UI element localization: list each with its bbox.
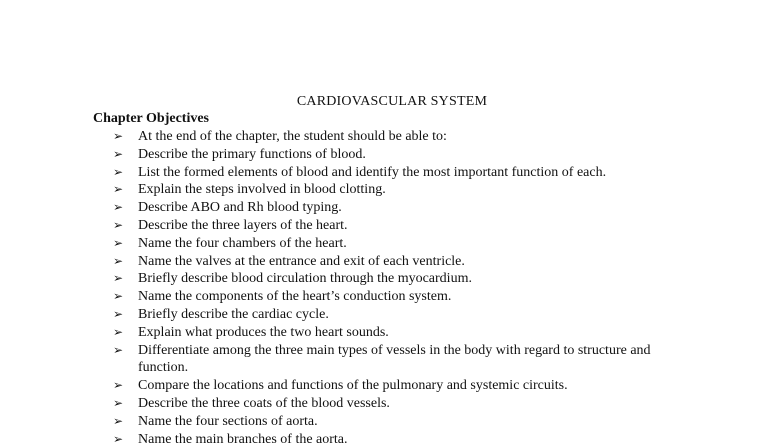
objective-item	[113, 146, 703, 164]
objective-text: At the end of the chapter, the student should be able to:	[138, 129, 447, 144]
arrow-bullet-icon: ➢	[113, 271, 124, 286]
arrow-bullet-icon: ➢	[113, 289, 124, 304]
objective-item	[113, 181, 703, 199]
arrow-bullet-icon: ➢	[113, 342, 124, 357]
objective-item	[113, 199, 703, 217]
objective-item	[113, 235, 703, 253]
objective-text: Name the four sections of aorta.	[138, 413, 318, 429]
arrow-bullet-icon: ➢	[113, 129, 124, 143]
objective-item	[113, 128, 703, 146]
arrow-bullet-icon: ➢	[113, 324, 124, 339]
arrow-bullet-icon: ➢	[113, 235, 124, 250]
objective-item	[113, 253, 703, 271]
objectives-list	[113, 128, 703, 448]
arrow-bullet-icon: ➢	[113, 306, 124, 321]
objective-text: Name the components of the heart’s conduction system.	[138, 289, 452, 305]
arrow-bullet-icon: ➢	[113, 164, 124, 179]
section-heading: Chapter Objectives	[93, 111, 209, 126]
objective-text: List the formed elements of blood and identify the most important function of each.	[138, 164, 607, 180]
objective-item	[113, 164, 703, 182]
objective-text: Describe the three layers of the heart.	[138, 217, 348, 233]
objective-item	[113, 288, 703, 306]
objective-item	[113, 324, 703, 342]
objective-text: Name the valves at the entrance and exit of each ventricle.	[138, 253, 465, 269]
objective-item	[113, 217, 703, 235]
objective-text: Differentiate among the three main types of vessels in the body with regard to structure and function.	[138, 342, 651, 376]
objective-item	[113, 306, 703, 324]
arrow-bullet-icon: ➢	[113, 253, 124, 268]
objective-text: Briefly describe the cardiac cycle.	[138, 306, 329, 322]
objective-item	[113, 431, 703, 448]
objective-item	[113, 377, 703, 395]
objective-item	[113, 270, 703, 288]
arrow-bullet-icon: ➢	[113, 200, 124, 215]
objective-text: Describe the primary functions of blood.	[138, 146, 366, 162]
objective-text: Name the main branches of the aorta.	[138, 431, 348, 447]
arrow-bullet-icon: ➢	[113, 413, 124, 428]
objective-text: Describe the three coats of the blood vessels.	[138, 395, 390, 411]
objective-item	[113, 395, 703, 413]
objective-text: Compare the locations and functions of the pulmonary and systemic circuits.	[138, 378, 568, 394]
arrow-bullet-icon: ➢	[113, 378, 124, 393]
arrow-bullet-icon: ➢	[113, 431, 124, 446]
arrow-bullet-icon: ➢	[113, 217, 124, 232]
objective-text: Explain the steps involved in blood clotting.	[138, 182, 386, 198]
objective-text: Describe ABO and Rh blood typing.	[138, 200, 342, 216]
objective-item	[113, 413, 703, 431]
objective-text: Explain what produces the two heart sounds.	[138, 324, 389, 340]
arrow-bullet-icon: ➢	[113, 146, 124, 161]
page-title: CARDIOVASCULAR SYSTEM	[296, 94, 488, 109]
arrow-bullet-icon: ➢	[113, 182, 124, 197]
objective-text: Name the four chambers of the heart.	[138, 235, 347, 251]
objective-item	[113, 342, 703, 378]
objective-text: Briefly describe blood circulation through the myocardium.	[138, 271, 472, 287]
arrow-bullet-icon: ➢	[113, 395, 124, 410]
